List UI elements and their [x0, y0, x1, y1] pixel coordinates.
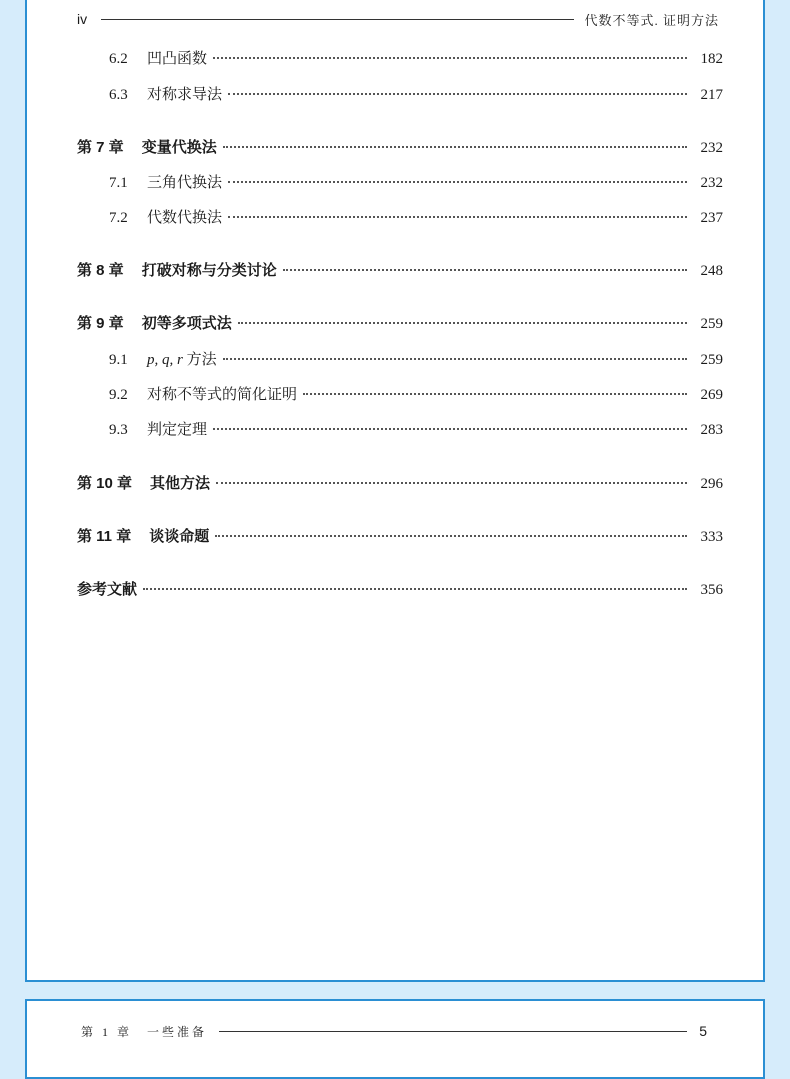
chapter-title: 其他方法	[150, 475, 211, 492]
chapter-title: 参考文献	[77, 581, 138, 598]
toc-chapter[interactable]	[77, 260, 723, 282]
dot-leader	[213, 57, 687, 59]
chapter-title: 初等多项式法	[141, 315, 232, 332]
dot-leader	[213, 428, 687, 430]
entry-page: 237	[700, 210, 723, 226]
header-rule	[219, 1031, 687, 1032]
entry-page: 232	[700, 175, 723, 191]
dot-leader	[223, 146, 687, 148]
entry-page: 217	[700, 87, 723, 103]
page-number: iv	[77, 11, 88, 27]
entry-title: 对称求导法	[147, 87, 223, 103]
toc-chapter[interactable]	[77, 526, 723, 548]
book-title: 代数不等式. 证明方法	[584, 12, 719, 28]
toc-chapter[interactable]	[77, 137, 723, 159]
entry-number: 9.1	[109, 352, 128, 368]
entry-number: 9.3	[109, 422, 128, 438]
dot-leader	[228, 93, 687, 95]
entry-page: 283	[700, 422, 723, 438]
toc-entry[interactable]	[77, 172, 723, 194]
entry-number: 7.1	[109, 175, 128, 191]
dot-leader	[216, 482, 687, 484]
chapter-number: 第 11 章	[77, 528, 132, 545]
toc-entry[interactable]	[77, 384, 723, 406]
dot-leader	[223, 358, 687, 360]
entry-number: 6.3	[109, 87, 128, 103]
entry-title: 代数代换法	[147, 210, 223, 226]
toc-entry[interactable]	[77, 84, 723, 106]
entry-page: 259	[700, 316, 723, 332]
toc-chapter[interactable]	[77, 313, 723, 335]
entry-number: 7.2	[109, 210, 128, 226]
entry-page: 356	[700, 582, 723, 598]
chapter-title: 谈谈命题	[149, 528, 210, 545]
toc-chapter[interactable]	[77, 473, 723, 495]
dot-leader	[228, 181, 687, 183]
dot-leader	[238, 322, 687, 324]
entry-title: 判定定理	[147, 422, 208, 438]
dot-leader	[283, 269, 687, 271]
entry-number: 6.2	[109, 51, 128, 67]
chapter-number: 第 8 章	[77, 262, 124, 279]
math-variables: p, q, r	[147, 352, 183, 368]
toc-entry[interactable]	[77, 349, 723, 371]
dot-leader	[215, 535, 687, 537]
entry-title	[147, 349, 217, 371]
entry-page: 333	[700, 529, 723, 545]
chapter-number: 第 9 章	[77, 315, 124, 332]
entry-page: 259	[700, 352, 723, 368]
entry-title: 对称不等式的简化证明	[147, 387, 298, 403]
entry-page: 182	[700, 51, 723, 67]
toc-references[interactable]	[77, 579, 723, 601]
dot-leader	[228, 216, 687, 218]
dot-leader	[143, 588, 687, 590]
page-number: 5	[699, 1023, 707, 1039]
entry-page: 296	[700, 476, 723, 492]
entry-page: 248	[700, 263, 723, 279]
chapter-number: 第 10 章	[77, 475, 133, 492]
entry-title-text: 方法	[182, 352, 217, 368]
entry-page: 232	[700, 140, 723, 156]
running-head	[77, 10, 719, 28]
header-rule	[101, 19, 574, 20]
toc-entry[interactable]	[77, 48, 723, 70]
chapter-number: 第 7 章	[77, 139, 124, 156]
chapter-head-title: 第 1 章 一些准备	[81, 1024, 208, 1039]
chapter-title: 打破对称与分类讨论	[141, 262, 277, 279]
toc-entry[interactable]	[77, 207, 723, 229]
entry-number: 9.2	[109, 387, 128, 403]
chapter-title: 变量代换法	[141, 139, 217, 156]
running-head	[81, 1023, 707, 1039]
toc-page	[25, 0, 765, 982]
dot-leader	[303, 393, 687, 395]
next-page	[25, 999, 765, 1079]
entry-page: 269	[700, 387, 723, 403]
entry-title: 三角代换法	[147, 175, 223, 191]
toc-entry[interactable]	[77, 419, 723, 441]
entry-title: 凹凸函数	[147, 51, 208, 67]
